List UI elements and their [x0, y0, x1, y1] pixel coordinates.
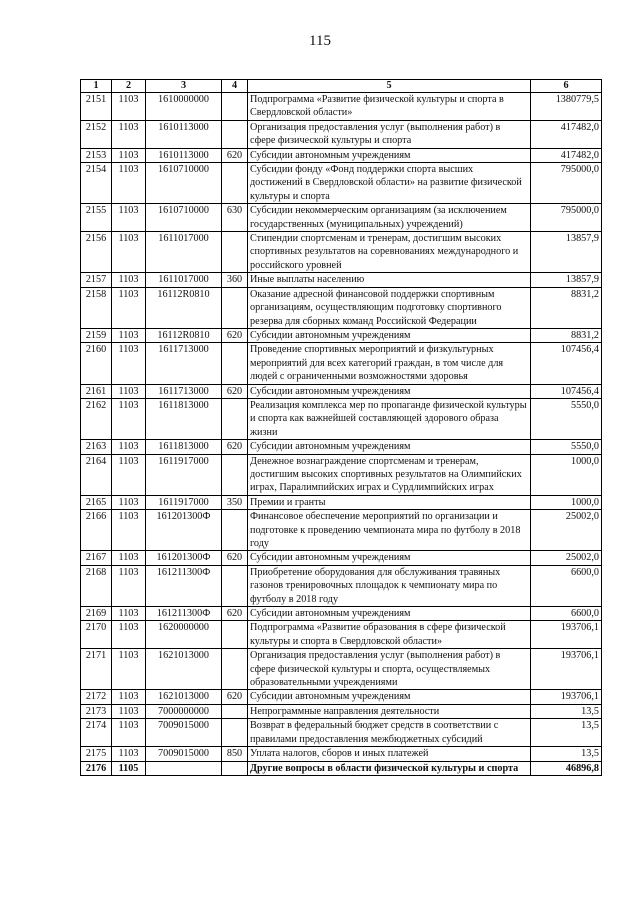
table-row — [81, 704, 602, 718]
expense-type-cell — [222, 232, 248, 273]
description-cell: Иные выплаты населению — [248, 273, 531, 287]
row-number-cell: 2152 — [81, 120, 112, 148]
section-code-cell: 1103 — [112, 440, 146, 454]
row-number-cell: 2168 — [81, 565, 112, 606]
column-header: 2 — [112, 80, 146, 93]
table-row — [81, 607, 602, 621]
target-article-cell: 1610710000 — [146, 204, 222, 232]
page-number: 115 — [309, 33, 331, 49]
table-row — [81, 273, 602, 287]
amount-cell: 25002,0 — [531, 510, 602, 551]
section-code-cell: 1103 — [112, 510, 146, 551]
description-cell: Субсидии автономным учреждениям — [248, 440, 531, 454]
amount-cell: 193706,1 — [531, 621, 602, 649]
row-number-cell: 2158 — [81, 287, 112, 328]
target-article-cell: 16112R0810 — [146, 328, 222, 342]
row-number-cell: 2165 — [81, 495, 112, 509]
table-header-row — [81, 80, 602, 93]
table-row — [81, 204, 602, 232]
expense-type-cell — [222, 343, 248, 384]
expense-type-cell: 620 — [222, 607, 248, 621]
section-code-cell: 1103 — [112, 163, 146, 204]
row-number-cell: 2156 — [81, 232, 112, 273]
table-row — [81, 93, 602, 121]
target-article-cell: 1610710000 — [146, 163, 222, 204]
target-article-cell: 161211300Ф — [146, 607, 222, 621]
section-code-cell: 1103 — [112, 328, 146, 342]
row-number-cell: 2155 — [81, 204, 112, 232]
expense-type-cell — [222, 120, 248, 148]
target-article-cell: 1621013000 — [146, 649, 222, 690]
description-cell: Денежное вознаграждение спортсменам и тренерам, достигшим высоких спортивных результатов на Олимпийских играх, Паралимпийских играх и Сурдлимпийских играх — [248, 454, 531, 495]
section-code-cell: 1103 — [112, 621, 146, 649]
amount-cell: 5550,0 — [531, 398, 602, 439]
row-number-cell: 2167 — [81, 551, 112, 565]
section-code-cell: 1103 — [112, 204, 146, 232]
table-row — [81, 690, 602, 704]
table-row — [81, 454, 602, 495]
amount-cell: 13857,9 — [531, 273, 602, 287]
description-cell: Субсидии некоммерческим организациям (за исключением государственных (муниципальных) учреждений) — [248, 204, 531, 232]
table-row — [81, 551, 602, 565]
column-header: 6 — [531, 80, 602, 93]
row-number-cell: 2153 — [81, 148, 112, 162]
target-article-cell: 16112R0810 — [146, 287, 222, 328]
row-number-cell: 2173 — [81, 704, 112, 718]
target-article-cell: 1620000000 — [146, 621, 222, 649]
expense-type-cell: 620 — [222, 690, 248, 704]
description-cell: Субсидии автономным учреждениям — [248, 551, 531, 565]
target-article-cell: 1611713000 — [146, 384, 222, 398]
target-article-cell: 1610113000 — [146, 120, 222, 148]
expense-type-cell: 620 — [222, 148, 248, 162]
description-cell: Подпрограмма «Развитие физической культуры и спорта в Свердловской области» — [248, 93, 531, 121]
column-header: 4 — [222, 80, 248, 93]
target-article-cell: 1610000000 — [146, 93, 222, 121]
section-code-cell: 1103 — [112, 495, 146, 509]
table-row — [81, 398, 602, 439]
table-row — [81, 384, 602, 398]
description-cell: Субсидии автономным учреждениям — [248, 384, 531, 398]
amount-cell: 107456,4 — [531, 343, 602, 384]
amount-cell: 795000,0 — [531, 204, 602, 232]
description-cell: Организация предоставления услуг (выполнения работ) в сфере физической культуры и спорта, осуществляемых образовательными учреждениями — [248, 649, 531, 690]
target-article-cell: 1611917000 — [146, 454, 222, 495]
description-cell: Финансовое обеспечение мероприятий по организации и подготовке к проведению чемпионата мира по футболу в 2018 году — [248, 510, 531, 551]
expense-type-cell — [222, 761, 248, 775]
target-article-cell: 1611017000 — [146, 273, 222, 287]
section-code-cell: 1103 — [112, 343, 146, 384]
amount-cell: 193706,1 — [531, 690, 602, 704]
section-code-cell: 1105 — [112, 761, 146, 775]
row-number-cell: 2169 — [81, 607, 112, 621]
target-article-cell: 161201300Ф — [146, 510, 222, 551]
section-code-cell: 1103 — [112, 398, 146, 439]
expense-type-cell — [222, 93, 248, 121]
table-row — [81, 621, 602, 649]
description-cell: Приобретение оборудования для обслуживания травяных газонов тренировочных площадок к чемпионату мира по футболу в 2018 году — [248, 565, 531, 606]
target-article-cell: 1610113000 — [146, 148, 222, 162]
table-row — [81, 120, 602, 148]
amount-cell: 417482,0 — [531, 148, 602, 162]
description-cell: Субсидии автономным учреждениям — [248, 148, 531, 162]
description-cell: Реализация комплекса мер по пропаганде физической культуры и спорта как важнейшей составляющей здорового образа жизни — [248, 398, 531, 439]
row-number-cell: 2176 — [81, 761, 112, 775]
expense-type-cell — [222, 621, 248, 649]
description-cell: Субсидии автономным учреждениям — [248, 690, 531, 704]
amount-cell: 193706,1 — [531, 649, 602, 690]
amount-cell: 46896,8 — [531, 761, 602, 775]
description-cell: Подпрограмма «Развитие образования в сфере физической культуры и спорта в Свердловской области» — [248, 621, 531, 649]
table-row — [81, 328, 602, 342]
section-code-cell: 1103 — [112, 273, 146, 287]
amount-cell: 13,5 — [531, 719, 602, 747]
amount-cell: 5550,0 — [531, 440, 602, 454]
row-number-cell: 2164 — [81, 454, 112, 495]
target-article-cell: 1621013000 — [146, 690, 222, 704]
row-number-cell: 2151 — [81, 93, 112, 121]
description-cell: Субсидии автономным учреждениям — [248, 607, 531, 621]
section-code-cell: 1103 — [112, 747, 146, 761]
table-row — [81, 719, 602, 747]
row-number-cell: 2159 — [81, 328, 112, 342]
amount-cell: 6600,0 — [531, 607, 602, 621]
description-cell: Организация предоставления услуг (выполнения работ) в сфере физической культуры и спорта — [248, 120, 531, 148]
column-header: 5 — [248, 80, 531, 93]
target-article-cell: 7000000000 — [146, 704, 222, 718]
target-article-cell: 161201300Ф — [146, 551, 222, 565]
column-header: 1 — [81, 80, 112, 93]
section-code-cell: 1103 — [112, 148, 146, 162]
row-number-cell: 2172 — [81, 690, 112, 704]
target-article-cell: 1611813000 — [146, 440, 222, 454]
target-article-cell — [146, 761, 222, 775]
expense-type-cell — [222, 287, 248, 328]
row-number-cell: 2162 — [81, 398, 112, 439]
row-number-cell: 2163 — [81, 440, 112, 454]
table-row — [81, 232, 602, 273]
amount-cell: 6600,0 — [531, 565, 602, 606]
expense-type-cell — [222, 565, 248, 606]
section-code-cell: 1103 — [112, 719, 146, 747]
row-number-cell: 2161 — [81, 384, 112, 398]
description-cell: Другие вопросы в области физической культуры и спорта — [248, 761, 531, 775]
section-code-cell: 1103 — [112, 287, 146, 328]
row-number-cell: 2166 — [81, 510, 112, 551]
section-code-cell: 1103 — [112, 384, 146, 398]
description-cell: Проведение спортивных мероприятий и физкультурных мероприятий для всех категорий граждан, в том числе для людей с ограниченными возможностями здоровья — [248, 343, 531, 384]
section-code-cell: 1103 — [112, 649, 146, 690]
amount-cell: 8831,2 — [531, 328, 602, 342]
description-cell: Премии и гранты — [248, 495, 531, 509]
expense-type-cell — [222, 649, 248, 690]
section-code-cell: 1103 — [112, 120, 146, 148]
table-row — [81, 565, 602, 606]
description-cell: Непрограммные направления деятельности — [248, 704, 531, 718]
description-cell: Стипендии спортсменам и тренерам, достигшим высоких спортивных результатов на соревнованиях международного и российского уровней — [248, 232, 531, 273]
table-row — [81, 148, 602, 162]
amount-cell: 13,5 — [531, 747, 602, 761]
expense-type-cell: 630 — [222, 204, 248, 232]
row-number-cell: 2170 — [81, 621, 112, 649]
section-code-cell: 1103 — [112, 607, 146, 621]
amount-cell: 795000,0 — [531, 163, 602, 204]
description-cell: Возврат в федеральный бюджет средств в соответствии с правилами предоставления межбюджетных субсидий — [248, 719, 531, 747]
table-row — [81, 343, 602, 384]
amount-cell: 1380779,5 — [531, 93, 602, 121]
row-number-cell: 2154 — [81, 163, 112, 204]
description-cell: Оказание адресной финансовой поддержки спортивным организациям, осуществляющим подготовку спортивного резерва для сборных команд Российской Федерации — [248, 287, 531, 328]
table-row — [81, 287, 602, 328]
expense-type-cell — [222, 719, 248, 747]
expense-type-cell: 620 — [222, 384, 248, 398]
amount-cell: 8831,2 — [531, 287, 602, 328]
expense-type-cell — [222, 163, 248, 204]
expense-type-cell — [222, 454, 248, 495]
expense-type-cell: 350 — [222, 495, 248, 509]
amount-cell: 13857,9 — [531, 232, 602, 273]
row-number-cell: 2175 — [81, 747, 112, 761]
expense-type-cell: 620 — [222, 440, 248, 454]
description-cell: Субсидии автономным учреждениям — [248, 328, 531, 342]
table-row — [81, 649, 602, 690]
section-code-cell: 1103 — [112, 454, 146, 495]
row-number-cell: 2174 — [81, 719, 112, 747]
expense-type-cell: 850 — [222, 747, 248, 761]
budget-table — [80, 79, 602, 776]
target-article-cell: 1611917000 — [146, 495, 222, 509]
amount-cell: 107456,4 — [531, 384, 602, 398]
column-header: 3 — [146, 80, 222, 93]
expense-type-cell: 620 — [222, 551, 248, 565]
expense-type-cell — [222, 398, 248, 439]
target-article-cell: 7009015000 — [146, 719, 222, 747]
expense-type-cell: 360 — [222, 273, 248, 287]
section-code-cell: 1103 — [112, 704, 146, 718]
amount-cell: 417482,0 — [531, 120, 602, 148]
description-cell: Субсидии фонду «Фонд поддержки спорта высших достижений в Свердловской области» на развитие физической культуры и спорта — [248, 163, 531, 204]
target-article-cell: 7009015000 — [146, 747, 222, 761]
table-row — [81, 510, 602, 551]
target-article-cell: 1611017000 — [146, 232, 222, 273]
table-row — [81, 761, 602, 775]
amount-cell: 25002,0 — [531, 551, 602, 565]
expense-type-cell — [222, 704, 248, 718]
expense-type-cell: 620 — [222, 328, 248, 342]
row-number-cell: 2157 — [81, 273, 112, 287]
description-cell: Уплата налогов, сборов и иных платежей — [248, 747, 531, 761]
target-article-cell: 1611713000 — [146, 343, 222, 384]
table-row — [81, 747, 602, 761]
row-number-cell: 2160 — [81, 343, 112, 384]
section-code-cell: 1103 — [112, 93, 146, 121]
amount-cell: 1000,0 — [531, 495, 602, 509]
table-row — [81, 440, 602, 454]
section-code-cell: 1103 — [112, 690, 146, 704]
section-code-cell: 1103 — [112, 232, 146, 273]
target-article-cell: 1611813000 — [146, 398, 222, 439]
table-row — [81, 495, 602, 509]
section-code-cell: 1103 — [112, 551, 146, 565]
expense-type-cell — [222, 510, 248, 551]
section-code-cell: 1103 — [112, 565, 146, 606]
amount-cell: 13,5 — [531, 704, 602, 718]
target-article-cell: 161211300Ф — [146, 565, 222, 606]
table-row — [81, 163, 602, 204]
amount-cell: 1000,0 — [531, 454, 602, 495]
row-number-cell: 2171 — [81, 649, 112, 690]
